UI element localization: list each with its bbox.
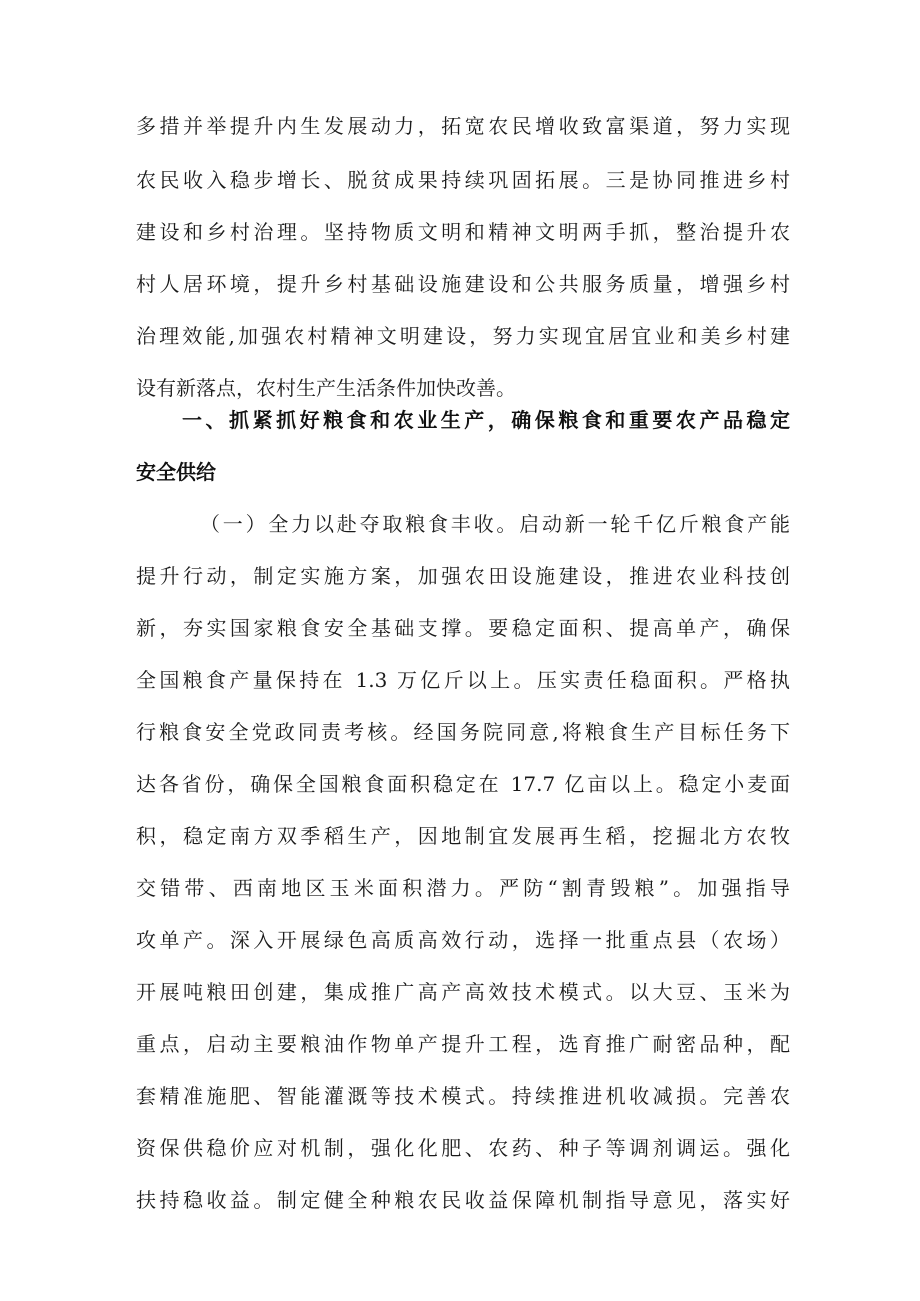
paragraph-1-line-3: 建设和乡村治理。坚持物质文明和精神文明两手抓，整治提升农 [136, 220, 790, 244]
paragraph-2-line-7: 积，稳定南方双季稻生产，因地制宜发展再生稻，挖掘北方农牧 [136, 824, 790, 848]
paragraph-2-line-8: 交错带、西南地区玉米面积潜力。严防“割青毁粮”。加强指导 [136, 876, 790, 900]
paragraph-2-line-9: 攻单产。深入开展绿色高质高效行动，选择一批重点县（农场） [136, 928, 790, 952]
paragraph-2-line-13: 资保供稳价应对机制，强化化肥、农药、种子等调剂调运。强化 [136, 1136, 790, 1160]
paragraph-1-line-2: 农民收入稳步增长、脱贫成果持续巩固拓展。三是协同推进乡村 [136, 168, 790, 192]
section-heading-line-2: 安全供给 [136, 460, 216, 484]
paragraph-1-line-6: 设有新落点，农村生产生活条件加快改善。 [136, 376, 516, 400]
paragraph-2-line-3: 新，夯实国家粮食安全基础支撑。要稳定面积、提高单产，确保 [136, 616, 790, 640]
paragraph-2-line-6: 达各省份，确保全国粮食面积稳定在 17.7 亿亩以上。稳定小麦面 [136, 772, 790, 796]
paragraph-2-line-1: （一）全力以赴夺取粮食丰收。启动新一轮千亿斤粮食产能 [200, 512, 790, 536]
paragraph-2-line-11: 重点，启动主要粮油作物单产提升工程，选育推广耐密品种，配 [136, 1032, 790, 1056]
paragraph-2-line-12: 套精准施肥、智能灌溉等技术模式。持续推进机收减损。完善农 [136, 1084, 790, 1108]
paragraph-2-line-2: 提升行动，制定实施方案，加强农田设施建设，推进农业科技创 [136, 564, 790, 588]
paragraph-2-line-5: 行粮食安全党政同责考核。经国务院同意,将粮食生产目标任务下 [136, 720, 790, 744]
paragraph-1-line-5: 治理效能,加强农村精神文明建设，努力实现宜居宜业和美乡村建 [136, 324, 790, 348]
paragraph-2-line-14: 扶持稳收益。制定健全种粮农民收益保障机制指导意见，落实好 [136, 1188, 790, 1212]
paragraph-1-line-4: 村人居环境，提升乡村基础设施建设和公共服务质量，增强乡村 [136, 272, 790, 296]
paragraph-2-line-4: 全国粮食产量保持在 1.3 万亿斤以上。压实责任稳面积。严格执 [136, 668, 790, 692]
section-heading-line-1: 一、抓紧抓好粮食和农业生产，确保粮食和重要农产品稳定 [182, 408, 790, 432]
paragraph-2-line-10: 开展吨粮田创建，集成推广高产高效技术模式。以大豆、玉米为 [136, 980, 790, 1004]
paragraph-1-line-1: 多措并举提升内生发展动力，拓宽农民增收致富渠道，努力实现 [136, 114, 790, 138]
